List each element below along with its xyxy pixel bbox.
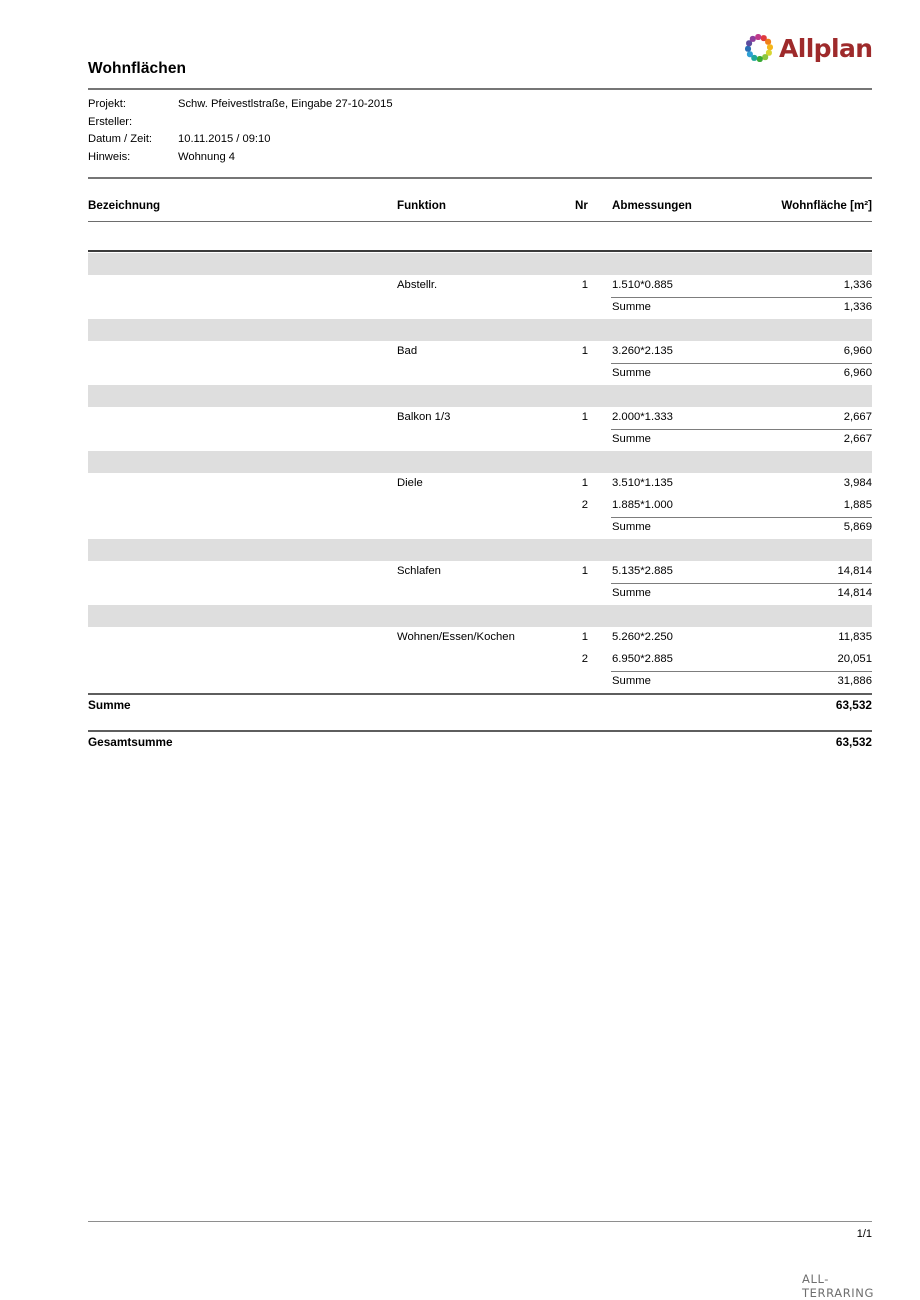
cell-abmessungen: 1.510*0.885	[612, 279, 673, 292]
allplan-wordmark: Allplan	[779, 33, 873, 63]
document-meta	[88, 96, 393, 166]
group-sum-label: Summe	[612, 301, 651, 314]
meta-value-datum-zeit: 10.11.2015 / 09:10	[178, 133, 271, 146]
column-header-bezeichnung: Bezeichnung	[88, 199, 161, 212]
cell-wohnflaeche: 1,336	[843, 279, 872, 292]
column-header-nr: Nr	[575, 199, 588, 212]
cell-nr: 1	[581, 477, 588, 490]
cell-funktion: Diele	[397, 477, 423, 490]
cell-wohnflaeche: 11,835	[838, 631, 872, 644]
cell-wohnflaeche: 6,960	[843, 345, 872, 358]
total-label: Gesamtsumme	[88, 735, 173, 750]
table-row	[0, 627, 920, 649]
total-value: 63,532	[835, 698, 872, 713]
meta-value-projekt: Schw. Pfeivestlstraße, Eingabe 27-10-2015	[178, 98, 393, 110]
cell-funktion: Wohnen/Essen/Kochen	[397, 631, 515, 644]
group-sum-row	[0, 671, 920, 693]
allplan-ring-icon	[744, 33, 774, 63]
group-sum-value: 6,960	[843, 367, 872, 380]
cell-abmessungen: 5.260*2.250	[612, 631, 673, 644]
allplan-logo	[744, 28, 874, 68]
group-sum-row	[0, 297, 920, 319]
cell-nr: 2	[581, 653, 588, 666]
footer-divider	[88, 1221, 872, 1222]
cell-funktion: Abstellr.	[397, 279, 438, 292]
cell-nr: 1	[581, 279, 588, 292]
group-sum-row	[0, 363, 920, 385]
table-row	[0, 473, 920, 495]
cell-funktion: Bad	[397, 345, 418, 358]
meta-label-datum-zeit: Datum / Zeit:	[88, 133, 153, 146]
table-row	[0, 495, 920, 517]
group-sum-row	[0, 429, 920, 451]
group-sum-value: 2,667	[843, 433, 872, 446]
meta-divider	[88, 177, 872, 179]
group-sum-value: 31,886	[837, 675, 872, 688]
cell-nr: 1	[581, 411, 588, 424]
meta-label-projekt: Projekt:	[88, 98, 126, 110]
group-sum-row	[0, 517, 920, 539]
group-separator-band	[88, 319, 872, 341]
column-header-abmessungen: Abmessungen	[612, 199, 692, 212]
cell-wohnflaeche: 14,814	[837, 565, 872, 578]
cell-nr: 1	[581, 345, 588, 358]
group-sum-label: Summe	[612, 433, 651, 446]
cell-funktion: Schlafen	[397, 565, 441, 578]
table-body-top-divider	[88, 250, 872, 252]
cell-funktion: Balkon 1/3	[397, 411, 451, 424]
group-separator-band	[88, 539, 872, 561]
cell-abmessungen: 3.510*1.135	[612, 477, 673, 490]
totals-gap	[0, 715, 920, 730]
watermark-label: ALL-TERRARING	[802, 1272, 874, 1300]
total-row-gesamtsumme	[0, 730, 920, 752]
table-header-row	[0, 199, 920, 218]
group-sum-label: Summe	[612, 521, 651, 534]
column-header-funktion: Funktion	[397, 199, 446, 212]
meta-value-hinweis: Wohnung 4	[178, 150, 236, 163]
total-label: Summe	[88, 698, 131, 713]
page-title: Wohnflächen	[88, 60, 187, 77]
cell-wohnflaeche: 2,667	[843, 411, 872, 424]
group-sum-value: 14,814	[837, 587, 872, 600]
meta-row-ersteller	[88, 114, 393, 132]
table-header-divider	[88, 221, 872, 222]
cell-wohnflaeche: 20,051	[837, 653, 872, 666]
cell-abmessungen: 3.260*2.135	[612, 345, 673, 358]
group-separator-band	[88, 385, 872, 407]
table-group-list	[0, 253, 920, 693]
table-row	[0, 407, 920, 429]
table-row	[0, 649, 920, 671]
group-sum-value: 5,869	[843, 521, 872, 534]
wohnflaechen-table	[0, 199, 920, 752]
group-separator-band	[88, 253, 872, 275]
title-divider	[88, 88, 872, 90]
meta-label-ersteller: Ersteller:	[88, 115, 133, 128]
cell-abmessungen: 5.135*2.885	[612, 565, 673, 578]
group-separator-band	[88, 451, 872, 473]
cell-nr: 1	[581, 565, 588, 578]
cell-abmessungen: 6.950*2.885	[612, 653, 673, 666]
group-sum-label: Summe	[612, 675, 651, 688]
cell-wohnflaeche: 1,885	[843, 499, 872, 512]
cell-nr: 2	[581, 499, 588, 512]
meta-row-datum-zeit	[88, 131, 393, 149]
table-row	[0, 275, 920, 297]
group-sum-value: 1,336	[843, 301, 872, 314]
group-sum-label: Summe	[612, 587, 651, 600]
total-value: 63,532	[835, 735, 872, 750]
column-header-wohnflaeche: Wohnfläche [m²]	[781, 199, 872, 212]
meta-row-hinweis	[88, 149, 393, 167]
cell-abmessungen: 2.000*1.333	[612, 411, 673, 424]
cell-nr: 1	[581, 631, 588, 644]
page-number: 1/1	[856, 1228, 872, 1240]
table-row	[0, 561, 920, 583]
table-totals	[0, 693, 920, 752]
cell-wohnflaeche: 3,984	[843, 477, 872, 490]
meta-label-hinweis: Hinweis:	[88, 150, 131, 163]
group-separator-band	[88, 605, 872, 627]
group-sum-label: Summe	[612, 367, 651, 380]
table-row	[0, 341, 920, 363]
group-sum-row	[0, 583, 920, 605]
meta-row-projekt	[88, 96, 393, 114]
total-row-summe	[0, 693, 920, 715]
cell-abmessungen: 1.885*1.000	[612, 499, 673, 512]
